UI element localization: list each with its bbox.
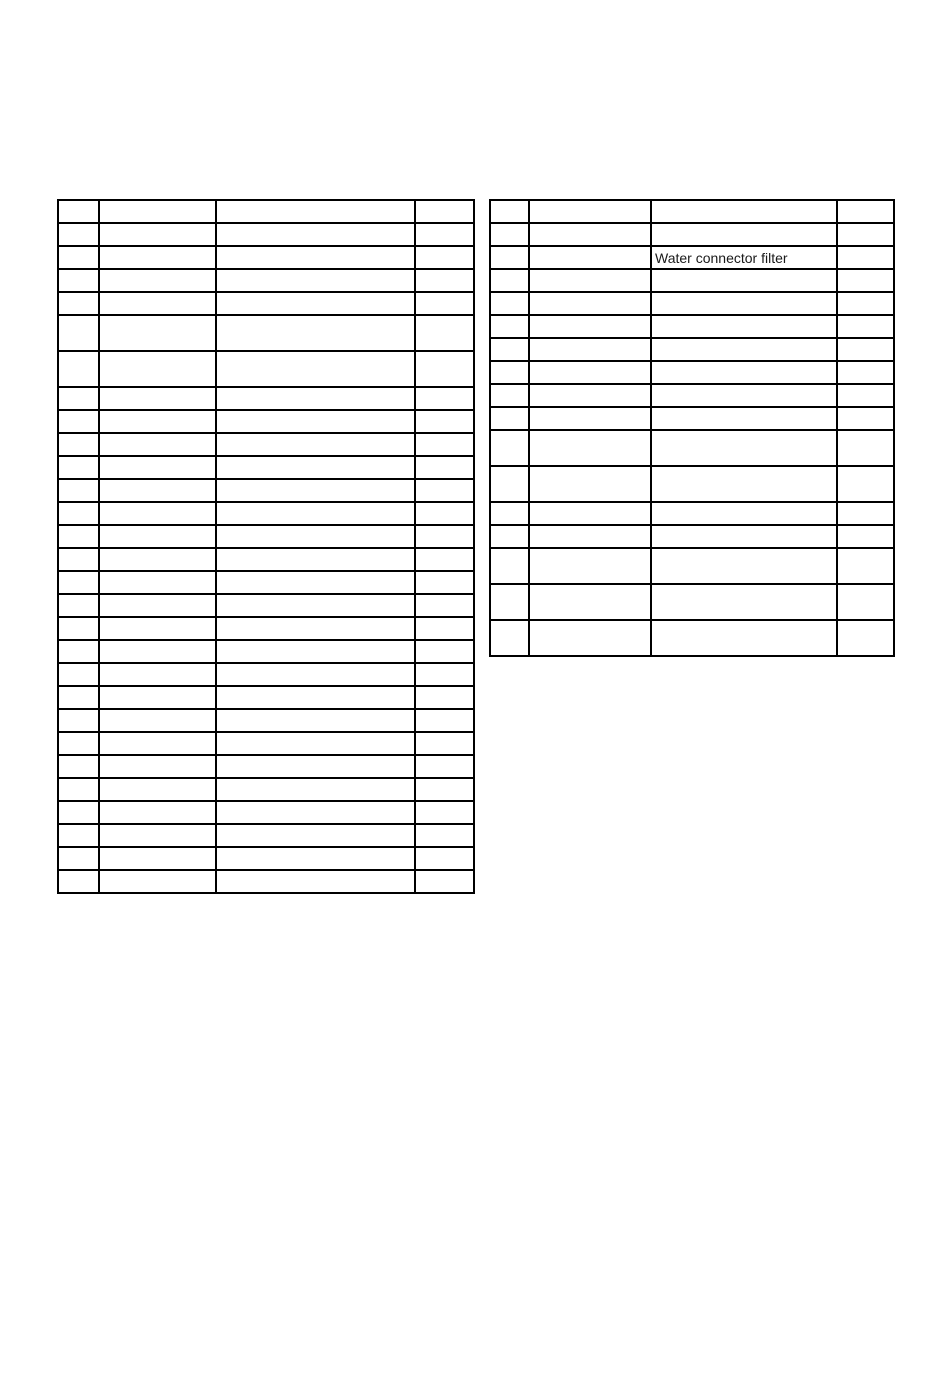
table-cell [216,246,415,269]
table-cell [216,456,415,479]
table-cell [415,387,474,410]
table-cell [490,584,529,620]
table-cell [99,617,216,640]
table-cell [415,824,474,847]
table-cell [58,732,99,755]
table-row [490,269,894,292]
table-cell [415,410,474,433]
table-cell [99,709,216,732]
table-cell [490,502,529,525]
table-cell [58,479,99,502]
table-cell [651,502,837,525]
table-cell [216,709,415,732]
table-row [490,466,894,502]
table-cell [415,663,474,686]
parts-table-right-body [490,200,894,656]
table-cell [490,338,529,361]
table-cell [415,801,474,824]
table-cell [99,223,216,246]
table-cell [99,686,216,709]
table-cell [58,778,99,801]
table-cell [651,584,837,620]
table-row [58,732,474,755]
table-row [490,315,894,338]
table-row [490,384,894,407]
table-cell [415,686,474,709]
table-cell [415,847,474,870]
table-cell [529,407,651,430]
table-cell [58,847,99,870]
table-row [490,338,894,361]
table-cell [99,269,216,292]
table-cell [837,548,894,584]
table-cell [415,479,474,502]
table-cell [415,433,474,456]
table-row [58,200,474,223]
table-cell [415,292,474,315]
table-cell [216,571,415,594]
table-cell [99,594,216,617]
table-cell [99,410,216,433]
table-cell [99,732,216,755]
table-cell [216,410,415,433]
table-cell [58,269,99,292]
table-cell [529,430,651,466]
table-cell [651,466,837,502]
table-cell [490,466,529,502]
table-cell [99,870,216,893]
table-cell [651,620,837,656]
table-cell [58,686,99,709]
table-row [490,292,894,315]
table-cell [529,338,651,361]
table-cell [58,663,99,686]
table-cell [99,525,216,548]
table-cell [58,246,99,269]
table-cell [58,709,99,732]
table-cell [99,246,216,269]
table-row [58,801,474,824]
table-row [58,640,474,663]
table-cell: Water connector filter [651,246,837,269]
table-row [58,315,474,351]
table-cell [415,315,474,351]
table-cell [837,292,894,315]
table-row [58,433,474,456]
table-row [490,361,894,384]
table-cell [415,870,474,893]
table-cell [99,640,216,663]
table-cell [58,456,99,479]
table-cell [415,200,474,223]
table-cell [529,584,651,620]
table-cell [99,755,216,778]
table-row [58,351,474,387]
table-cell [837,246,894,269]
table-row [58,548,474,571]
table-cell [99,824,216,847]
table-cell [58,755,99,778]
table-cell [216,525,415,548]
table-row [58,456,474,479]
table-row [58,870,474,893]
table-cell [529,246,651,269]
table-cell [837,269,894,292]
table-cell [216,351,415,387]
table-cell [216,870,415,893]
table-cell [216,847,415,870]
table-cell [529,466,651,502]
table-cell [99,315,216,351]
table-cell [837,361,894,384]
table-row [58,292,474,315]
table-cell [415,351,474,387]
table-cell [529,315,651,338]
table-cell [837,223,894,246]
table-cell [58,315,99,351]
table-row [58,479,474,502]
table-cell [58,594,99,617]
table-cell [837,407,894,430]
table-cell [58,640,99,663]
table-cell [415,755,474,778]
parts-table-left-body [58,200,474,893]
table-cell [216,200,415,223]
table-cell [216,663,415,686]
table-cell [216,755,415,778]
table-cell [490,407,529,430]
table-row [58,847,474,870]
table-cell [99,479,216,502]
table-row [58,617,474,640]
table-row [58,778,474,801]
table-cell [490,430,529,466]
table-cell [529,620,651,656]
table-cell [490,525,529,548]
table-row [490,246,894,269]
table-cell [651,384,837,407]
table-cell [529,269,651,292]
table-cell [99,292,216,315]
table-row [58,410,474,433]
table-cell [216,686,415,709]
table-cell [651,223,837,246]
table-cell [529,525,651,548]
table-row [58,502,474,525]
table-cell [415,594,474,617]
table-cell [415,778,474,801]
table-row [58,755,474,778]
table-cell [216,778,415,801]
table-cell [651,315,837,338]
table-cell [490,620,529,656]
table-row [58,824,474,847]
table-cell [837,338,894,361]
table-row [490,430,894,466]
parts-table-right [489,199,895,657]
table-cell [216,824,415,847]
table-cell [216,732,415,755]
table-cell [99,778,216,801]
table-cell [99,663,216,686]
table-cell [216,292,415,315]
table-row [58,223,474,246]
table-cell [99,200,216,223]
table-cell [58,548,99,571]
table-cell [415,456,474,479]
table-row [58,246,474,269]
table-row [490,548,894,584]
table-cell [58,801,99,824]
table-cell [837,466,894,502]
table-cell [837,525,894,548]
table-cell [58,502,99,525]
table-cell [415,525,474,548]
table-cell [490,384,529,407]
table-cell [490,200,529,223]
table-cell [216,269,415,292]
table-cell [58,223,99,246]
table-cell [99,801,216,824]
table-cell [58,433,99,456]
table-cell [415,709,474,732]
table-cell [415,571,474,594]
table-cell [216,502,415,525]
table-cell [529,200,651,223]
table-row [58,525,474,548]
table-cell [58,351,99,387]
table-cell [490,315,529,338]
table-cell [415,269,474,292]
table-cell [415,246,474,269]
table-cell [216,801,415,824]
table-row [58,571,474,594]
table-cell [415,617,474,640]
table-cell [99,847,216,870]
table-cell [99,456,216,479]
table-cell [415,223,474,246]
table-row [58,594,474,617]
table-cell [216,640,415,663]
table-cell [99,387,216,410]
table-cell [99,502,216,525]
table-cell [415,640,474,663]
table-cell [58,410,99,433]
table-cell [837,315,894,338]
table-row [490,525,894,548]
table-cell [651,292,837,315]
table-cell [415,732,474,755]
table-cell [58,824,99,847]
table-cell [651,430,837,466]
table-cell [490,292,529,315]
table-cell [490,246,529,269]
table-row [58,663,474,686]
parts-table-left [57,199,475,894]
table-cell [58,387,99,410]
table-cell [415,548,474,571]
table-cell [58,200,99,223]
table-cell [216,223,415,246]
table-cell [529,292,651,315]
table-cell [651,269,837,292]
table-cell [651,361,837,384]
table-cell [529,548,651,584]
table-row [58,686,474,709]
table-cell [58,870,99,893]
table-cell [99,351,216,387]
table-cell [99,571,216,594]
table-row [490,200,894,223]
table-cell [490,361,529,384]
table-cell [529,384,651,407]
table-cell [216,479,415,502]
table-cell [58,571,99,594]
table-cell [837,502,894,525]
table-row [490,584,894,620]
table-cell [490,223,529,246]
table-cell [216,387,415,410]
table-cell [837,584,894,620]
table-cell [490,269,529,292]
table-row [58,709,474,732]
table-cell [651,338,837,361]
table-row [490,620,894,656]
table-cell [837,384,894,407]
table-cell [837,620,894,656]
table-cell [216,617,415,640]
table-cell [99,548,216,571]
table-cell [837,430,894,466]
table-cell [99,433,216,456]
table-cell [529,502,651,525]
table-cell [651,200,837,223]
table-row [490,407,894,430]
table-cell [58,292,99,315]
table-cell [216,548,415,571]
table-cell [58,617,99,640]
table-cell [651,407,837,430]
table-cell [216,315,415,351]
table-row [490,223,894,246]
table-cell [216,594,415,617]
table-cell [651,525,837,548]
table-cell [58,525,99,548]
table-cell [216,433,415,456]
table-row [58,387,474,410]
table-row [58,269,474,292]
table-cell [490,548,529,584]
table-cell [415,502,474,525]
table-cell [651,548,837,584]
table-cell [837,200,894,223]
table-row [490,502,894,525]
table-cell [529,223,651,246]
table-cell [529,361,651,384]
